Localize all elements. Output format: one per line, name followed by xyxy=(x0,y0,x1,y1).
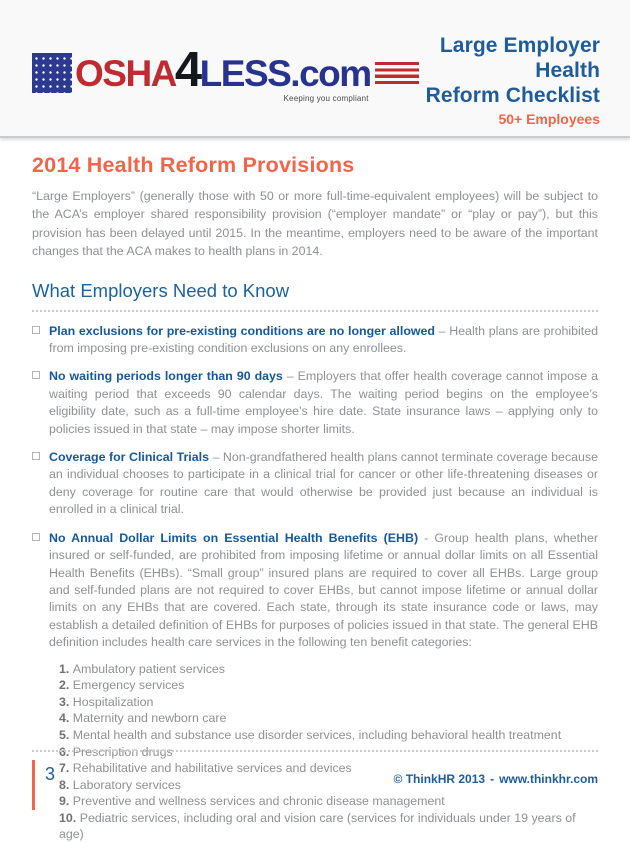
checkbox-icon xyxy=(32,452,40,460)
benefit-category-item: Pediatric services, including oral and vision care (services for individuals under 19 years of age) xyxy=(59,810,576,842)
checklist-item-separator: – xyxy=(434,323,450,338)
benefit-category-item: Rehabilitative and habilitative services and devices xyxy=(72,761,352,776)
copyright-block xyxy=(394,772,598,786)
page-header xyxy=(0,0,630,138)
benefit-category-item: Prescription drugs xyxy=(72,744,173,759)
flag-stripes-icon xyxy=(375,62,419,84)
benefit-category-item: Laboratory services xyxy=(72,777,181,792)
checkbox-icon xyxy=(32,326,40,334)
logo-tagline: Keeping you compliant xyxy=(283,94,369,103)
copyright-separator: - xyxy=(490,772,495,786)
intro-paragraph: “Large Employers” (generally those with 50 or more full-time-equivalent employees) will be subject to the ACA’s employer shared responsibility provision (“employer mandate” or “play or pay”), but this provision has been delayed until 2015. In the meantime, employers need to be aware of the important changes that the ACA makes to health plans in 2014. xyxy=(32,189,598,259)
benefit-category-item: Emergency services xyxy=(72,678,185,693)
document-title-line1: Large Employer Health xyxy=(439,34,600,82)
copyright-text: © ThinkHR 2013 xyxy=(393,772,486,786)
benefit-category-item: Maternity and newborn care xyxy=(72,711,227,726)
logo-less-text: LESS.com xyxy=(199,52,371,94)
document-title-line2: Reform Checklist xyxy=(425,84,600,107)
checklist-item-separator: - xyxy=(418,530,435,545)
osha4less-logo xyxy=(32,42,419,103)
page-number: 3 xyxy=(45,764,56,784)
checklist-item-body: Non-grandfathered health plans cannot terminate coverage because an individual chooses to participate in a clinical trial for cancer or other life-threatening diseases or deny coverage for routine care that would otherwise be provided just because an individual is enrolled in a clinical trial. xyxy=(49,450,599,517)
checkbox-icon xyxy=(32,371,40,379)
checklist-item xyxy=(32,530,598,652)
logo-osha-text: OSHA xyxy=(75,52,176,94)
checklist-item-body: Health plans are prohibited from imposing pre-existing condition exclusions on any enrollees. xyxy=(49,323,598,356)
checkbox-icon xyxy=(32,533,40,541)
benefit-category-item: Ambulatory patient services xyxy=(72,661,225,676)
footer-row xyxy=(32,760,598,810)
logo-four-text: 4 xyxy=(174,42,201,97)
benefit-category-item: Preventive and wellness services and chronic disease management xyxy=(72,794,445,809)
checklist-item-separator: – xyxy=(208,450,223,465)
checklist-item-title: Plan exclusions for pre-existing conditions are no longer allowed xyxy=(49,323,435,338)
page-number-block xyxy=(32,760,55,810)
logo-wordmark xyxy=(75,42,371,97)
checklist-item xyxy=(32,323,598,358)
checklist-item-body: Group health plans, whether insured or self-funded, are prohibited from imposing lifetime or annual dollar limits on all Essential Health Benefits (EHBs). “Small group” insured plans are required to cover all EHBs. Large group and self-funded plans are not required to cover EHBs, but cannot impose lifetime or annual dollar limits on any EHBs that are covered. Each state, through its state insurance code or laws, may establish a detailed definition of EHBs for purposes of policies issued in that state. The general EHB definition includes health care services in the following ten benefit categories: xyxy=(49,530,599,650)
checklist-item xyxy=(32,449,598,519)
checklist-item-title: Coverage for Clinical Trials xyxy=(49,450,209,465)
website-link[interactable]: www.thinkhr.com xyxy=(499,772,598,786)
page-footer xyxy=(32,750,598,810)
checklist-item-title: No waiting periods longer than 90 days xyxy=(49,369,283,384)
checklist-item-separator: – xyxy=(282,369,298,384)
benefit-category-item: Mental health and substance use disorder services, including behavioral health treatment xyxy=(72,727,562,742)
dotted-divider xyxy=(32,310,598,312)
dotted-divider xyxy=(32,750,598,752)
section-heading: 2014 Health Reform Provisions xyxy=(32,153,355,177)
document-body xyxy=(0,153,630,843)
document-title-block xyxy=(419,33,600,136)
flag-stars-icon xyxy=(32,53,72,93)
benefit-category-item: Hospitalization xyxy=(72,694,154,709)
subsection-heading: What Employers Need to Know xyxy=(32,279,290,301)
checklist-item-title: No Annual Dollar Limits on Essential Health Benefits (EHB) xyxy=(49,530,419,545)
employee-count-subtitle: 50+ Employees xyxy=(498,111,600,127)
checklist-item xyxy=(32,368,598,438)
checklist-item-body: Employers that offer health coverage cannot impose a waiting period that exceeds 90 calendar days. The waiting period begins on the employee’s eligibility date, such as a full-time employee’s hire date. State insurance laws – applying only to policies issued in that state – may impose shorter limits. xyxy=(49,369,598,436)
